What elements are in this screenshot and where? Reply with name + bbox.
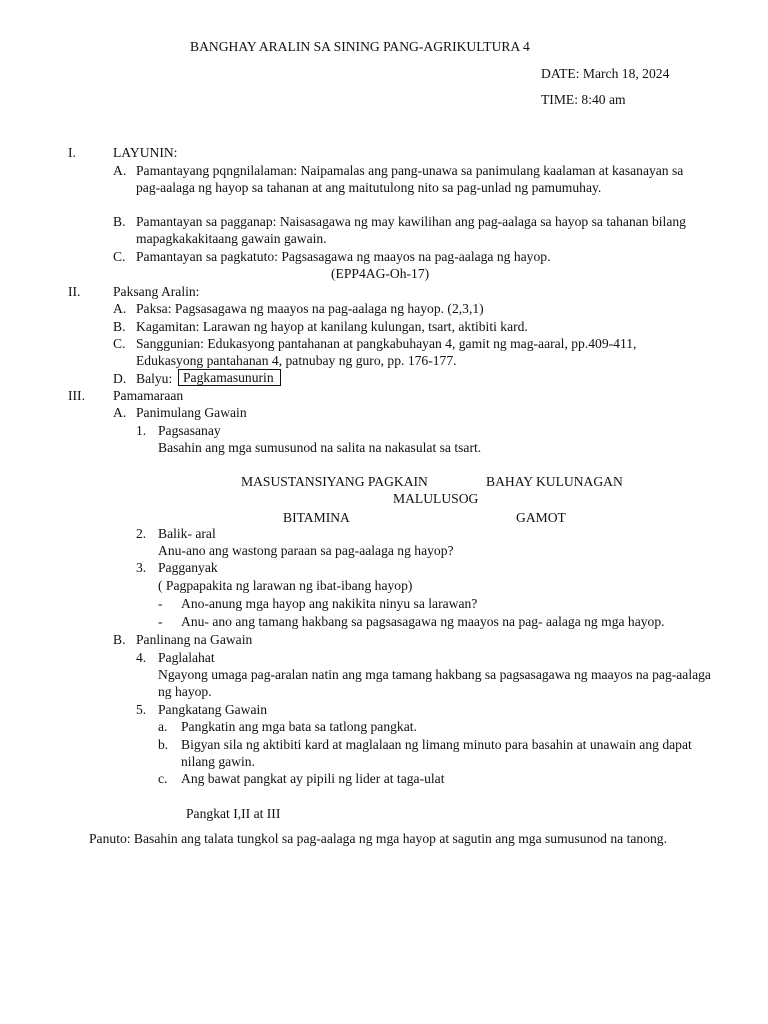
section-2-heading: Paksang Aralin:	[113, 284, 200, 299]
section-1-heading: LAYUNIN:	[113, 145, 178, 160]
objective-a-text: Pamantayang pqngnilalaman: Naipamalas ang pang-unawa sa panimulang kaalaman at kasanayan sa pag-aalaga ng hayop sa tahanan at ang maitutulong nito sa pag-unlad ng pamumuhay.	[136, 163, 684, 195]
subject-d-letter: D.	[113, 371, 127, 386]
subject-c-letter: C.	[113, 336, 126, 351]
procedure-b-heading: Panlinang na Gawain	[136, 632, 253, 647]
objective-c-text: Pamantayan sa pagkatuto: Pagsasagawa ng maayos na pag-aalaga ng hayop.	[136, 249, 551, 264]
substep-b-letter: b.	[158, 737, 169, 752]
substep-a-letter: a.	[158, 719, 168, 734]
time-line: TIME: 8:40 am	[541, 92, 626, 107]
section-3-number: III.	[68, 388, 85, 403]
procedure-b-letter: B.	[113, 632, 126, 647]
section-1-number: I.	[68, 145, 76, 160]
value-label: Balyu:	[136, 371, 173, 386]
procedure-a-letter: A.	[113, 405, 127, 420]
subject-b-letter: B.	[113, 319, 126, 334]
bullet-1-dash: -	[158, 596, 163, 611]
word-5: GAMOT	[516, 510, 566, 525]
substep-a-text: Pangkatin ang mga bata sa tatlong pangkat.	[181, 719, 417, 734]
objective-c-letter: C.	[113, 249, 126, 264]
step-4-text: Ngayong umaga pag-aralan natin ang mga tamang hakbang sa pagsasagawa ng maayos na pag-aalaga ng hayop.	[158, 667, 711, 699]
substep-c-letter: c.	[158, 771, 168, 786]
bullet-2-text: Anu- ano ang tamang hakbang sa pagsasagawa ng maayos na pag- aalaga ng mga hayop.	[181, 614, 665, 629]
section-2-number: II.	[68, 284, 81, 299]
objective-b-text: Pamantayan sa pagganap: Naisasagawa ng may kawilihan ang pag-aalaga sa hayop sa tahanan bilang mapagkakakitaang gawain gawain.	[136, 214, 686, 246]
group-label: Pangkat I,II at III	[186, 806, 281, 821]
step-2-title: Balik- aral	[158, 526, 216, 541]
step-1-number: 1.	[136, 423, 147, 438]
subject-references: Sanggunian: Edukasyong pantahanan at pangkabuhayan 4, gamit ng mag-aaral, pp.409-411, Edukasyong pantahanan 4, patnubay ng guro, pp. 176-177.	[136, 336, 637, 368]
section-3-heading: Pamamaraan	[113, 388, 184, 403]
subject-materials: Kagamitan: Larawan ng hayop at kanilang kulungan, tsart, aktibiti kard.	[136, 319, 528, 334]
step-4-number: 4.	[136, 650, 147, 665]
document-title: BANGHAY ARALIN SA SINING PANG-AGRIKULTURA 4	[190, 39, 530, 54]
bullet-1-text: Ano-anung mga hayop ang nakikita ninyu sa larawan?	[181, 596, 478, 611]
substep-b-text: Bigyan sila ng aktibiti kard at maglalaan ng limang minuto para basahin at unawain ang dapat nilang gawin.	[181, 737, 692, 769]
objective-a-letter: A.	[113, 163, 127, 178]
subject-a-letter: A.	[113, 301, 127, 316]
objective-b-letter: B.	[113, 214, 126, 229]
word-4: BITAMINA	[283, 510, 350, 525]
procedure-a-heading: Panimulang Gawain	[136, 405, 247, 420]
instructions-paragraph: Panuto: Basahin ang talata tungkol sa pag-aalaga ng mga hayop at sagutin ang mga sumusunod na tanong.	[89, 831, 667, 846]
step-1-title: Pagsasanay	[158, 423, 221, 438]
date-line: DATE: March 18, 2024	[541, 66, 670, 81]
competency-code: (EPP4AG-Oh-17)	[331, 266, 430, 281]
bullet-2-dash: -	[158, 614, 163, 629]
step-3-title: Pagganyak	[158, 560, 218, 575]
step-5-number: 5.	[136, 702, 147, 717]
step-3-text: ( Pagpapakita ng larawan ng ibat-ibang hayop)	[158, 578, 413, 593]
step-5-title: Pangkatang Gawain	[158, 702, 268, 717]
word-2: BAHAY KULUNAGAN	[486, 474, 623, 489]
word-1: MASUSTANSIYANG PAGKAIN	[241, 474, 428, 489]
step-1-text: Basahin ang mga sumusunod na salita na nakasulat sa tsart.	[158, 440, 482, 455]
subject-topic: Paksa: Pagsasagawa ng maayos na pag-aalaga ng hayop. (2,3,1)	[136, 301, 484, 316]
value-boxed: Pagkamasunurin	[178, 369, 281, 386]
step-3-number: 3.	[136, 560, 147, 575]
step-4-title: Paglalahat	[158, 650, 215, 665]
substep-c-text: Ang bawat pangkat ay pipili ng lider at taga-ulat	[181, 771, 445, 786]
step-2-number: 2.	[136, 526, 147, 541]
word-3: MALULUSOG	[393, 491, 479, 506]
step-2-text: Anu-ano ang wastong paraan sa pag-aalaga ng hayop?	[158, 543, 454, 558]
